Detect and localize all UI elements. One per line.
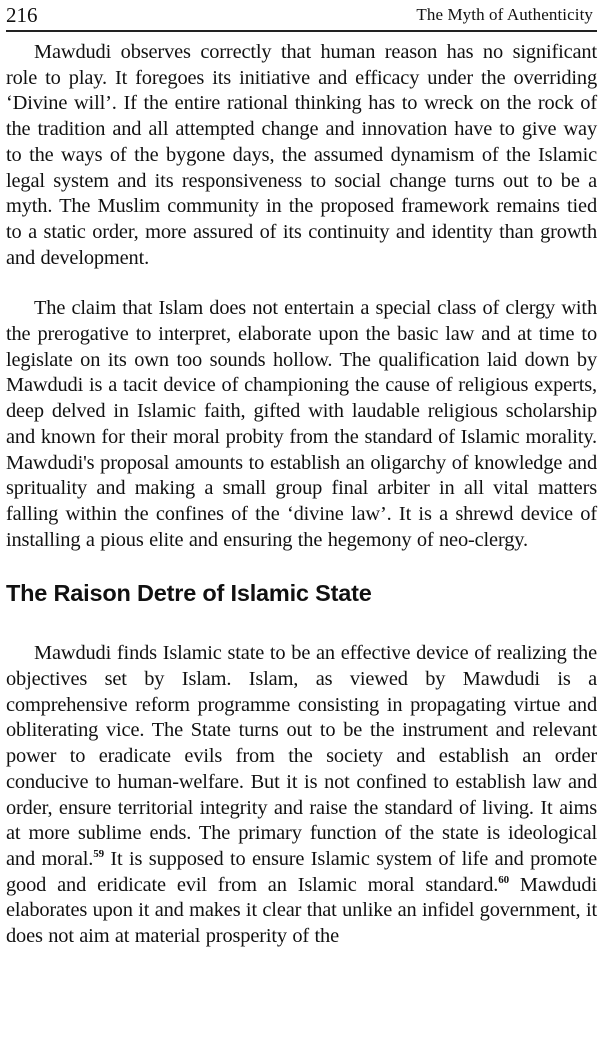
running-head bbox=[6, 0, 597, 26]
paragraph-clergy-claim: The claim that Islam does not entertain a special class of clergy with the prerogative to interpret, elaborate upon the basic law and at time to legislate on its own too sounds hollow. The qualification laid down by Mawdudi is a tacit device of championing the cause of religious experts, deep delved in Islamic faith, gifted with laudable religious scholarship and known for their moral probity from the standard of Islamic morality. Mawdudi's proposal amounts to establish an oligarchy of knowledge and sprituality and making a small group final arbiter in all vital matters falling within the confines of the ‘divine law’. It is a shrewd device of installing a pious elite and ensuring the hegemony of neo-clergy. bbox=[6, 297, 597, 551]
footnote-marker: 59 bbox=[93, 848, 104, 861]
paragraph-text: Mawdudi elaborates upon it and makes it clear that unlike an infidel government, it does not aim at material prosperity of the bbox=[6, 873, 597, 948]
section-heading: The Raison Detre of Islamic State bbox=[6, 580, 372, 607]
footnote-marker: 60 bbox=[498, 873, 509, 886]
paragraph-text: It is supposed to ensure Islamic system of life and promote good and eridicate evil from an Islamic moral standard. bbox=[6, 847, 597, 896]
paragraph-reason-role: Mawdudi observes correctly that human reason has no significant role to play. It foregoes its initiative and efficacy under the overriding ‘Divine will’. If the entire rational thinking has to wreck on the rock of the tradition and all attempted change and innovation have to give way to the ways of the bygone days, the assumed dynamism of the Islamic legal system and its responsiveness to social change turns out to be a myth. The Muslim community in the proposed framework remains tied to a static order, more assured of its continuity and identity than growth and development. bbox=[6, 41, 597, 269]
paragraph-islamic-state bbox=[6, 641, 597, 949]
page-number: 216 bbox=[6, 3, 38, 27]
book-title: The Myth of Authenticity bbox=[416, 5, 593, 24]
paragraph-text: Mawdudi finds Islamic state to be an effective device of realizing the objectives set by Islam. Islam, as viewed by Mawdudi is a comprehensive reform programme consisting in propagating virtue and obliterating vice. The State turns out to be the instrument and relevant power to eradicate evils from the society and establish an order conducive to human-welfare. But it is not confined to establish law and order, ensure territorial integrity and raise the standard of living. It aims at more sublime ends. The primary function of the state is ideological and moral. bbox=[6, 642, 597, 870]
header-rule bbox=[6, 30, 597, 32]
